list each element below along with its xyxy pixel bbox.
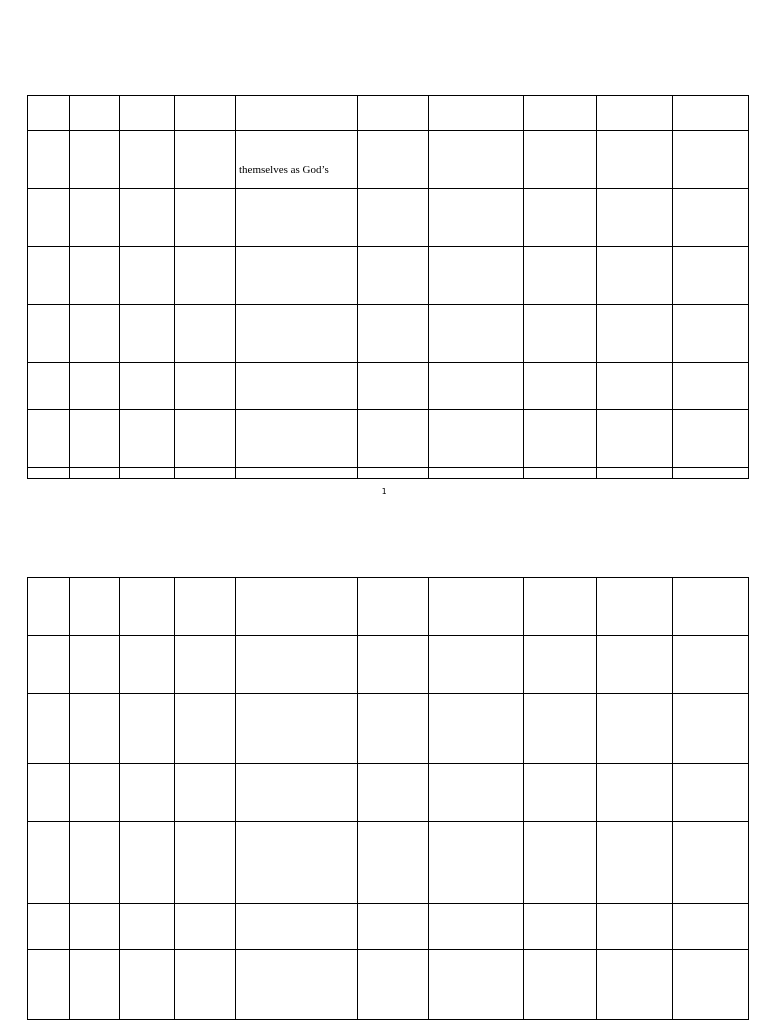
- table-cell: [70, 363, 120, 410]
- table-row: [28, 950, 749, 1020]
- table-cell: [236, 904, 358, 950]
- table-cell: [597, 950, 673, 1020]
- table-cell: [70, 578, 120, 636]
- table-cell: [236, 247, 358, 305]
- table-cell: [28, 189, 70, 247]
- table-cell: [175, 247, 236, 305]
- table-row: [28, 694, 749, 764]
- table-cell: [175, 96, 236, 131]
- table-cell: [597, 904, 673, 950]
- table-cell: [28, 247, 70, 305]
- table-cell: [429, 764, 524, 822]
- table-page-2: [27, 577, 749, 1020]
- table-cell: [358, 247, 429, 305]
- table-cell: [358, 363, 429, 410]
- table-cell: [597, 305, 673, 363]
- table-cell: [358, 636, 429, 694]
- table-cell: [429, 131, 524, 189]
- table-cell: [429, 410, 524, 468]
- table-cell: [175, 468, 236, 479]
- table-cell: [524, 131, 597, 189]
- table-cell: [70, 694, 120, 764]
- table-cell: [120, 96, 175, 131]
- table-cell: [358, 410, 429, 468]
- table-cell: [524, 950, 597, 1020]
- table-cell: [28, 764, 70, 822]
- table-cell: [673, 694, 749, 764]
- table-cell: [236, 96, 358, 131]
- table-cell: [175, 636, 236, 694]
- table-cell: [524, 822, 597, 904]
- table-cell: [597, 578, 673, 636]
- table-cell: [120, 363, 175, 410]
- table-cell: [358, 305, 429, 363]
- table-cell: [175, 950, 236, 1020]
- table-cell: [597, 131, 673, 189]
- table-cell: [524, 189, 597, 247]
- table-cell: [524, 410, 597, 468]
- table-cell: [236, 694, 358, 764]
- table-cell: [358, 904, 429, 950]
- table-row: [28, 764, 749, 822]
- table-cell: [673, 468, 749, 479]
- table-cell: [524, 468, 597, 479]
- table-row: [28, 96, 749, 131]
- table-cell: [175, 410, 236, 468]
- table-cell: [236, 189, 358, 247]
- table-cell: [28, 578, 70, 636]
- table-row: [28, 305, 749, 363]
- table-cell: [70, 131, 120, 189]
- table-cell: [358, 96, 429, 131]
- table-cell: [175, 764, 236, 822]
- table-cell: [70, 468, 120, 479]
- table-cell: [358, 578, 429, 636]
- table-cell: [358, 950, 429, 1020]
- table-cell: [597, 694, 673, 764]
- table-cell: [70, 305, 120, 363]
- table-cell: [120, 189, 175, 247]
- table-cell: [429, 305, 524, 363]
- table-cell: [597, 96, 673, 131]
- table-cell: [429, 950, 524, 1020]
- table-cell: [358, 468, 429, 479]
- table-cell: [673, 764, 749, 822]
- table-cell: [673, 636, 749, 694]
- table-cell: [673, 904, 749, 950]
- table-cell: [429, 247, 524, 305]
- table-body: [28, 578, 749, 1020]
- table-cell: [236, 822, 358, 904]
- table-row: [28, 822, 749, 904]
- table-cell: [120, 950, 175, 1020]
- table-cell: [120, 764, 175, 822]
- table-cell: [236, 764, 358, 822]
- table-cell: [236, 950, 358, 1020]
- table-cell: [175, 578, 236, 636]
- table-cell: [429, 578, 524, 636]
- table-cell: [597, 247, 673, 305]
- table-cell: [673, 305, 749, 363]
- table-cell: [673, 822, 749, 904]
- table-cell: [358, 189, 429, 247]
- table-cell: [28, 468, 70, 479]
- table-row: [28, 363, 749, 410]
- table-cell: [524, 247, 597, 305]
- table-cell: [28, 904, 70, 950]
- table-cell: [673, 578, 749, 636]
- table-cell: [175, 363, 236, 410]
- table-cell: [120, 822, 175, 904]
- table-cell: [28, 694, 70, 764]
- table-cell: [673, 189, 749, 247]
- table-cell: [28, 363, 70, 410]
- table-cell: [175, 904, 236, 950]
- table-cell: [524, 764, 597, 822]
- table-cell: [120, 305, 175, 363]
- table-cell: [28, 131, 70, 189]
- table-cell: [358, 694, 429, 764]
- table-cell: [175, 305, 236, 363]
- table-cell: [429, 468, 524, 479]
- table-cell: [429, 822, 524, 904]
- table-cell: [120, 694, 175, 764]
- table-row: [28, 578, 749, 636]
- table-cell: [70, 247, 120, 305]
- table-cell: [524, 363, 597, 410]
- table-cell: [120, 904, 175, 950]
- table-cell: [70, 636, 120, 694]
- table-cell: [597, 468, 673, 479]
- table-row: [28, 189, 749, 247]
- table-cell: [120, 410, 175, 468]
- table-cell: [673, 950, 749, 1020]
- table-cell: [120, 247, 175, 305]
- table-cell: [236, 305, 358, 363]
- table-row-trailing: [28, 468, 749, 479]
- table-cell: [175, 131, 236, 189]
- table-cell: [120, 578, 175, 636]
- table-cell: [673, 96, 749, 131]
- table-cell: [524, 305, 597, 363]
- table-cell: [70, 904, 120, 950]
- table-cell: [175, 189, 236, 247]
- table-body: [28, 96, 749, 479]
- table-cell: [673, 131, 749, 189]
- table-cell: [597, 764, 673, 822]
- table-row: [28, 636, 749, 694]
- table-cell: [524, 636, 597, 694]
- table-cell: [597, 636, 673, 694]
- table-page-1: [27, 95, 749, 479]
- table-row: [28, 131, 749, 189]
- table-cell: [120, 468, 175, 479]
- table-cell: [236, 468, 358, 479]
- table-cell: [429, 636, 524, 694]
- table-cell: [70, 764, 120, 822]
- table-cell: [524, 904, 597, 950]
- table-cell: [70, 189, 120, 247]
- table-cell: [597, 189, 673, 247]
- table-cell: [28, 96, 70, 131]
- cell-text: themselves as God’s: [239, 164, 329, 176]
- table-cell: [175, 822, 236, 904]
- table-cell: [28, 950, 70, 1020]
- table-cell: [524, 694, 597, 764]
- table-cell: [429, 904, 524, 950]
- table-cell: [358, 822, 429, 904]
- table-cell: [236, 363, 358, 410]
- table-cell: [429, 363, 524, 410]
- table-cell: [28, 410, 70, 468]
- page-number: 1: [381, 487, 387, 496]
- table-cell: [673, 363, 749, 410]
- table-cell: [673, 247, 749, 305]
- table-cell: [236, 636, 358, 694]
- table-cell: [70, 96, 120, 131]
- table-cell: [597, 822, 673, 904]
- table-cell: [70, 822, 120, 904]
- table-cell: [28, 636, 70, 694]
- table-row: [28, 904, 749, 950]
- table-cell: [70, 410, 120, 468]
- table-cell: [524, 96, 597, 131]
- table-cell: [120, 131, 175, 189]
- table-cell: [358, 131, 429, 189]
- table-cell: [236, 578, 358, 636]
- table-cell: [28, 305, 70, 363]
- table-cell: [429, 189, 524, 247]
- table-cell: [597, 363, 673, 410]
- table-cell: [236, 131, 358, 189]
- table-cell: [175, 694, 236, 764]
- table-cell: [28, 822, 70, 904]
- table-cell: [236, 410, 358, 468]
- table-row: [28, 247, 749, 305]
- table-row: [28, 410, 749, 468]
- table-cell: [70, 950, 120, 1020]
- table-cell: [358, 764, 429, 822]
- table-cell: [673, 410, 749, 468]
- table-cell: [429, 694, 524, 764]
- table-cell: [429, 96, 524, 131]
- table-cell: [597, 410, 673, 468]
- table-cell: [524, 578, 597, 636]
- table-cell: [120, 636, 175, 694]
